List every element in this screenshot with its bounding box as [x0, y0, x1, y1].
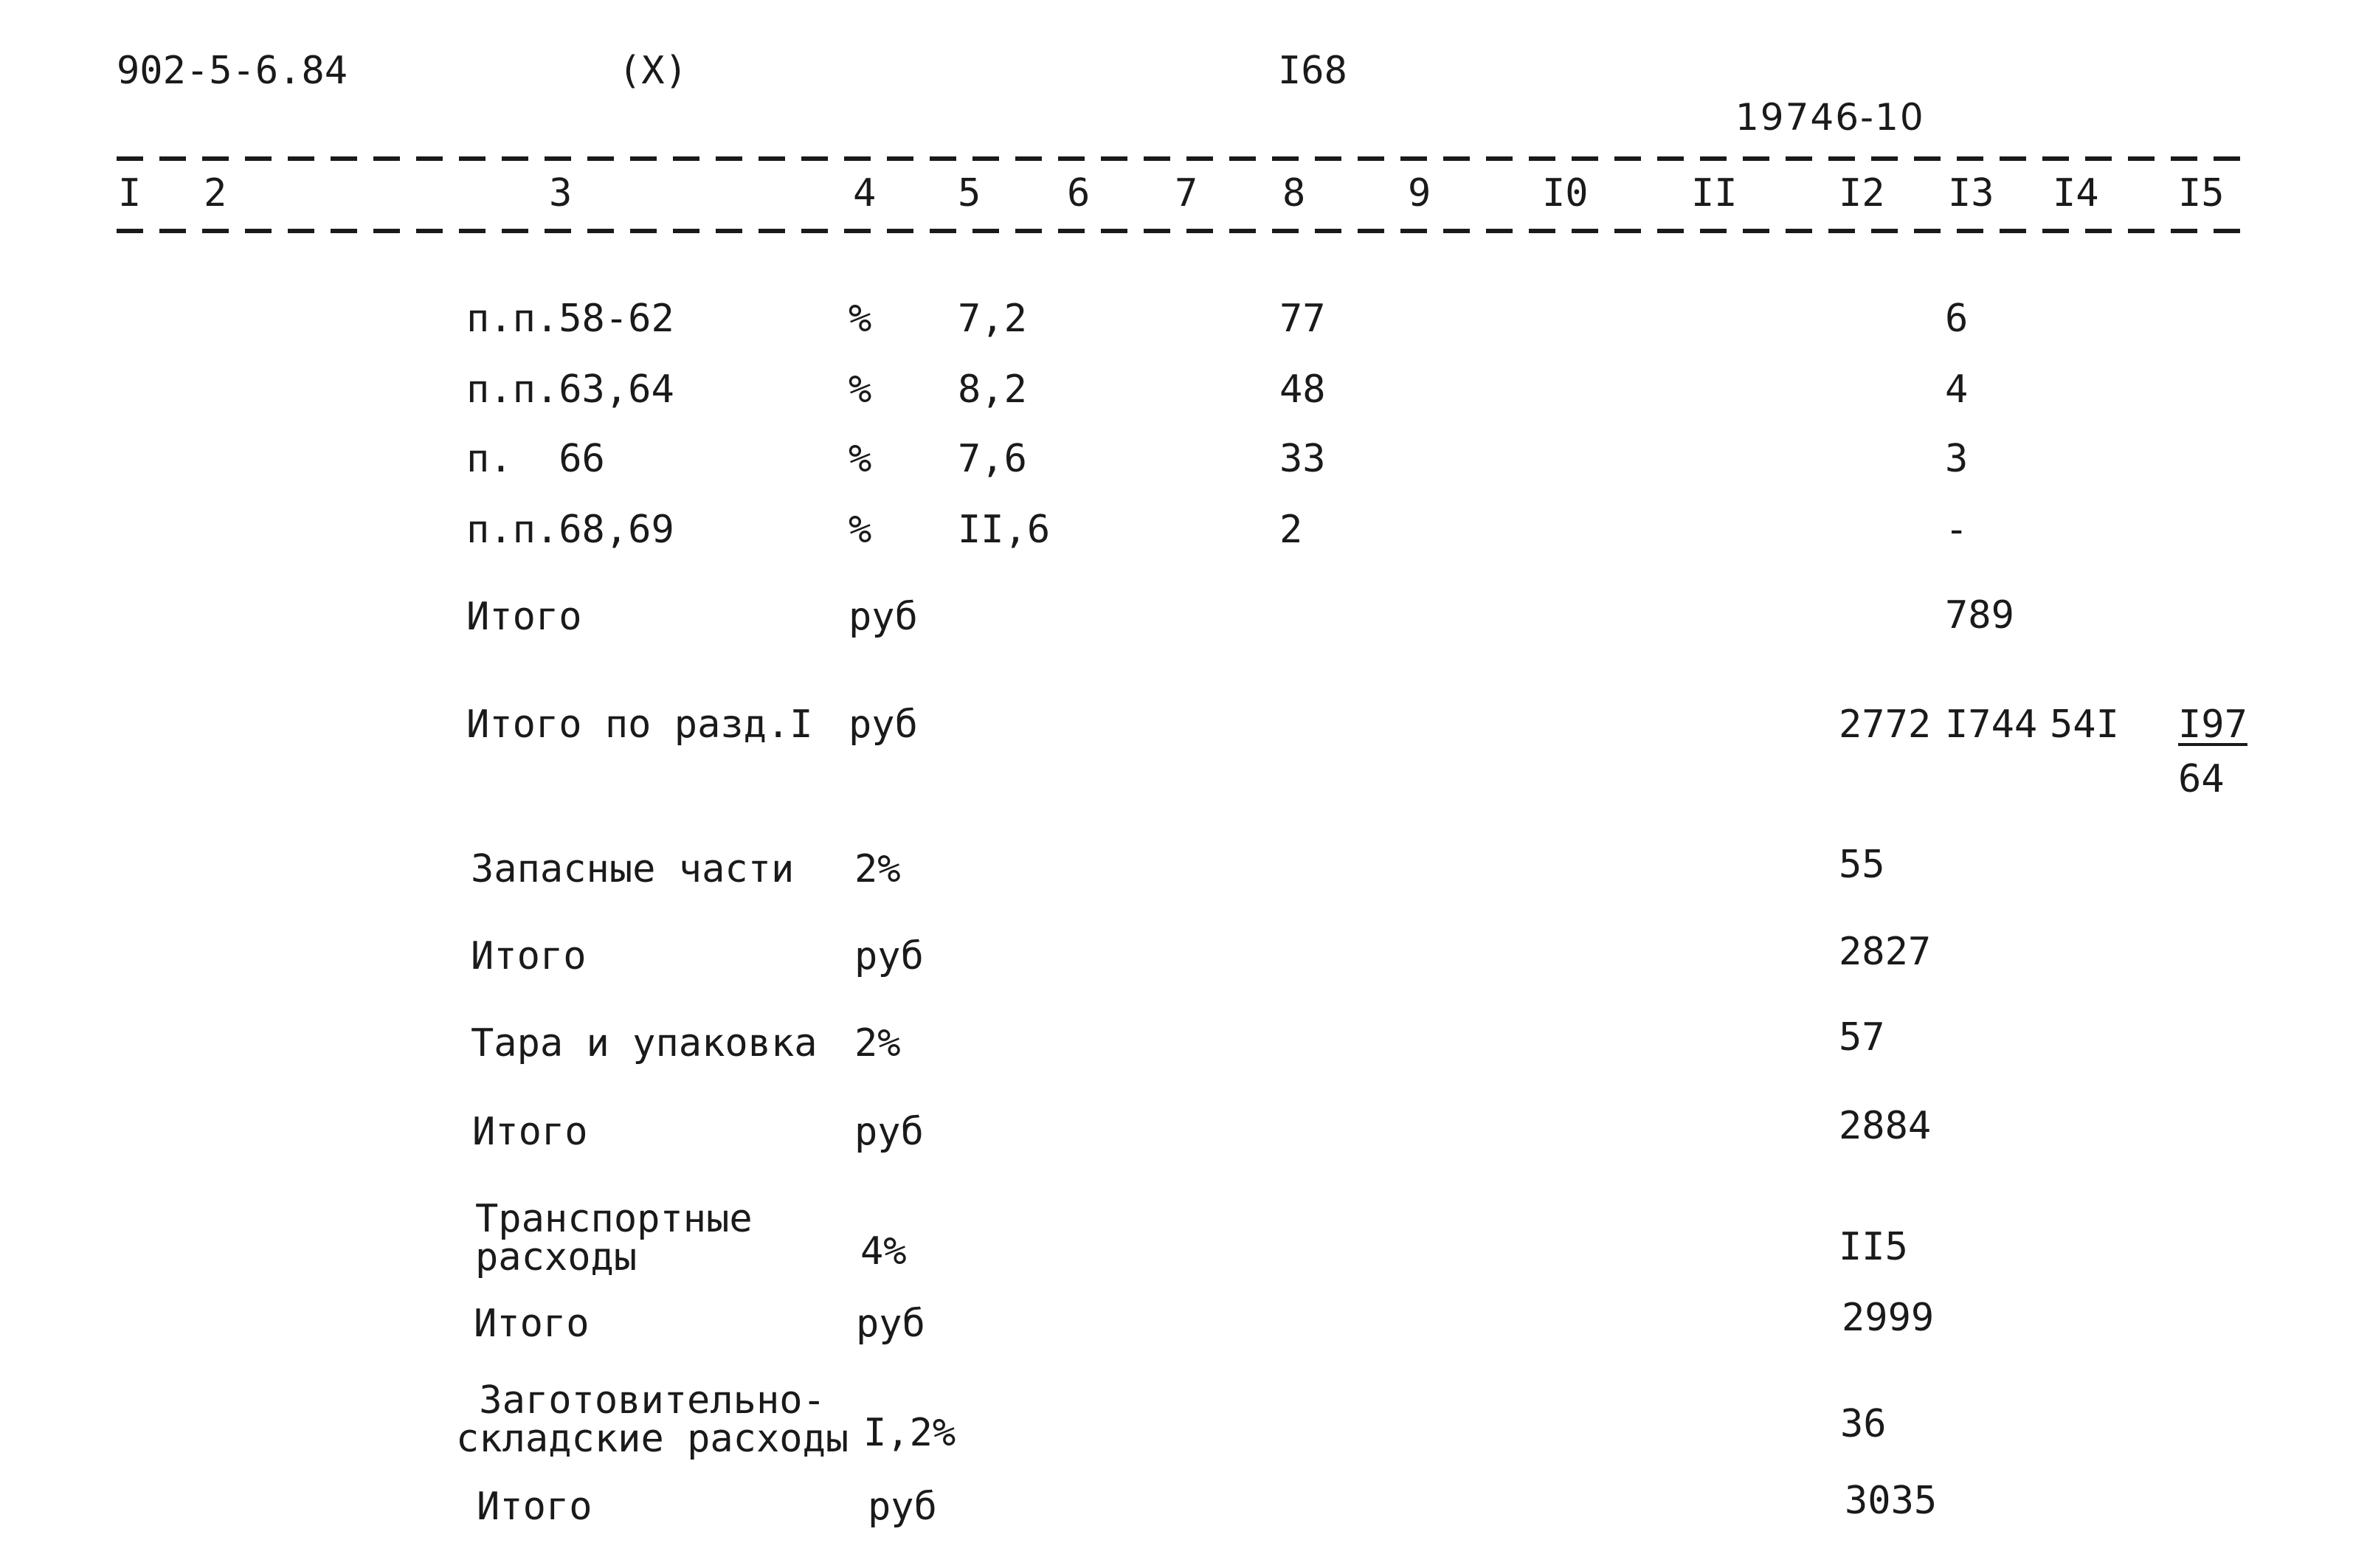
inventory-number: 19746-10	[1735, 96, 1925, 139]
row-col12-value: 2772	[1839, 702, 1932, 747]
row-col8-value: 33	[1279, 437, 1326, 481]
column-header-7: 7	[1175, 171, 1198, 215]
row-col13-value: 6	[1945, 297, 1969, 341]
row-unit: руб	[856, 1302, 925, 1346]
column-header-11: II	[1691, 171, 1738, 215]
row-label: п.п.68,69	[466, 508, 674, 552]
row-label: п. 66	[466, 437, 605, 481]
row-label: п.п.58-62	[466, 297, 674, 341]
column-header-13: I3	[1948, 171, 1994, 215]
row-col12-value: II5	[1839, 1225, 1908, 1269]
row-col14-value: 54I	[2050, 702, 2119, 747]
row-label-line2: складские расходы	[456, 1417, 849, 1461]
row-col15-denominator: 64	[2178, 757, 2225, 801]
row-label: п.п.63,64	[466, 367, 674, 412]
row-unit: I,2%	[863, 1411, 956, 1455]
row-col8-value: 2	[1279, 508, 1303, 552]
row-col12-value: 2827	[1839, 930, 1932, 974]
row-unit: руб	[849, 595, 918, 639]
row-unit: руб	[868, 1485, 937, 1529]
row-col12-value: 2884	[1839, 1104, 1932, 1148]
row-col13-value: 3	[1945, 437, 1969, 481]
row-rate: II,6	[958, 508, 1051, 552]
column-header-3: 3	[549, 171, 573, 215]
column-header-9: 9	[1408, 171, 1431, 215]
row-label: Итого	[474, 1302, 590, 1346]
row-unit: %	[849, 367, 872, 412]
row-rate: 8,2	[958, 367, 1027, 412]
header-top-rule	[117, 156, 2249, 161]
row-col13-value: -	[1945, 508, 1969, 552]
row-col12-value: 3035	[1845, 1479, 1938, 1523]
row-label: Тара и упаковка	[471, 1021, 818, 1066]
row-label: Итого по разд.I	[466, 702, 813, 747]
column-header-4: 4	[853, 171, 877, 215]
row-col8-value: 48	[1279, 367, 1326, 412]
row-label: Итого	[471, 934, 587, 978]
row-unit: руб	[854, 1110, 924, 1154]
row-label	[456, 1378, 849, 1461]
header-bottom-rule	[117, 229, 2249, 233]
column-header-2: 2	[204, 171, 227, 215]
column-header-1: I	[118, 171, 142, 215]
column-header-8: 8	[1282, 171, 1306, 215]
row-unit: %	[849, 508, 872, 552]
row-col13-value: I744	[1945, 702, 2038, 747]
row-unit: 2%	[854, 1021, 901, 1066]
row-col8-value: 77	[1279, 297, 1326, 341]
row-col13-value: 789	[1945, 593, 2014, 638]
row-unit: %	[849, 437, 872, 481]
row-label	[475, 1197, 753, 1279]
row-col12-value: 36	[1840, 1402, 1887, 1446]
row-unit: 2%	[854, 847, 901, 891]
row-label: Запасные части	[471, 847, 795, 891]
column-header-14: I4	[2053, 171, 2099, 215]
row-unit: 4%	[860, 1229, 907, 1274]
row-unit: руб	[849, 702, 918, 747]
row-unit: руб	[854, 934, 924, 978]
row-col12-value: 55	[1839, 843, 1885, 887]
page-number: I68	[1278, 49, 1347, 93]
row-col12-value: 2999	[1842, 1296, 1935, 1340]
row-label: Итого	[466, 595, 582, 639]
row-label-line1: Заготовительно-	[479, 1378, 826, 1423]
column-header-6: 6	[1067, 171, 1091, 215]
row-label-line2: расходы	[475, 1235, 638, 1279]
column-header-10: I0	[1542, 171, 1589, 215]
row-label: Итого	[477, 1485, 592, 1529]
row-unit: %	[849, 297, 872, 341]
row-rate: 7,2	[958, 297, 1027, 341]
column-header-12: I2	[1839, 171, 1885, 215]
section-mark: (X)	[618, 49, 688, 93]
row-col13-value: 4	[1945, 367, 1969, 412]
row-rate: 7,6	[958, 437, 1027, 481]
row-col15-numerator: I97	[2178, 702, 2247, 747]
row-label: Итого	[472, 1110, 588, 1154]
document-code: 902-5-6.84	[117, 49, 348, 93]
column-header-15: I5	[2178, 171, 2225, 215]
column-header-5: 5	[958, 171, 981, 215]
row-col12-value: 57	[1839, 1015, 1885, 1060]
row-label-line1: Транспортные	[475, 1197, 753, 1241]
